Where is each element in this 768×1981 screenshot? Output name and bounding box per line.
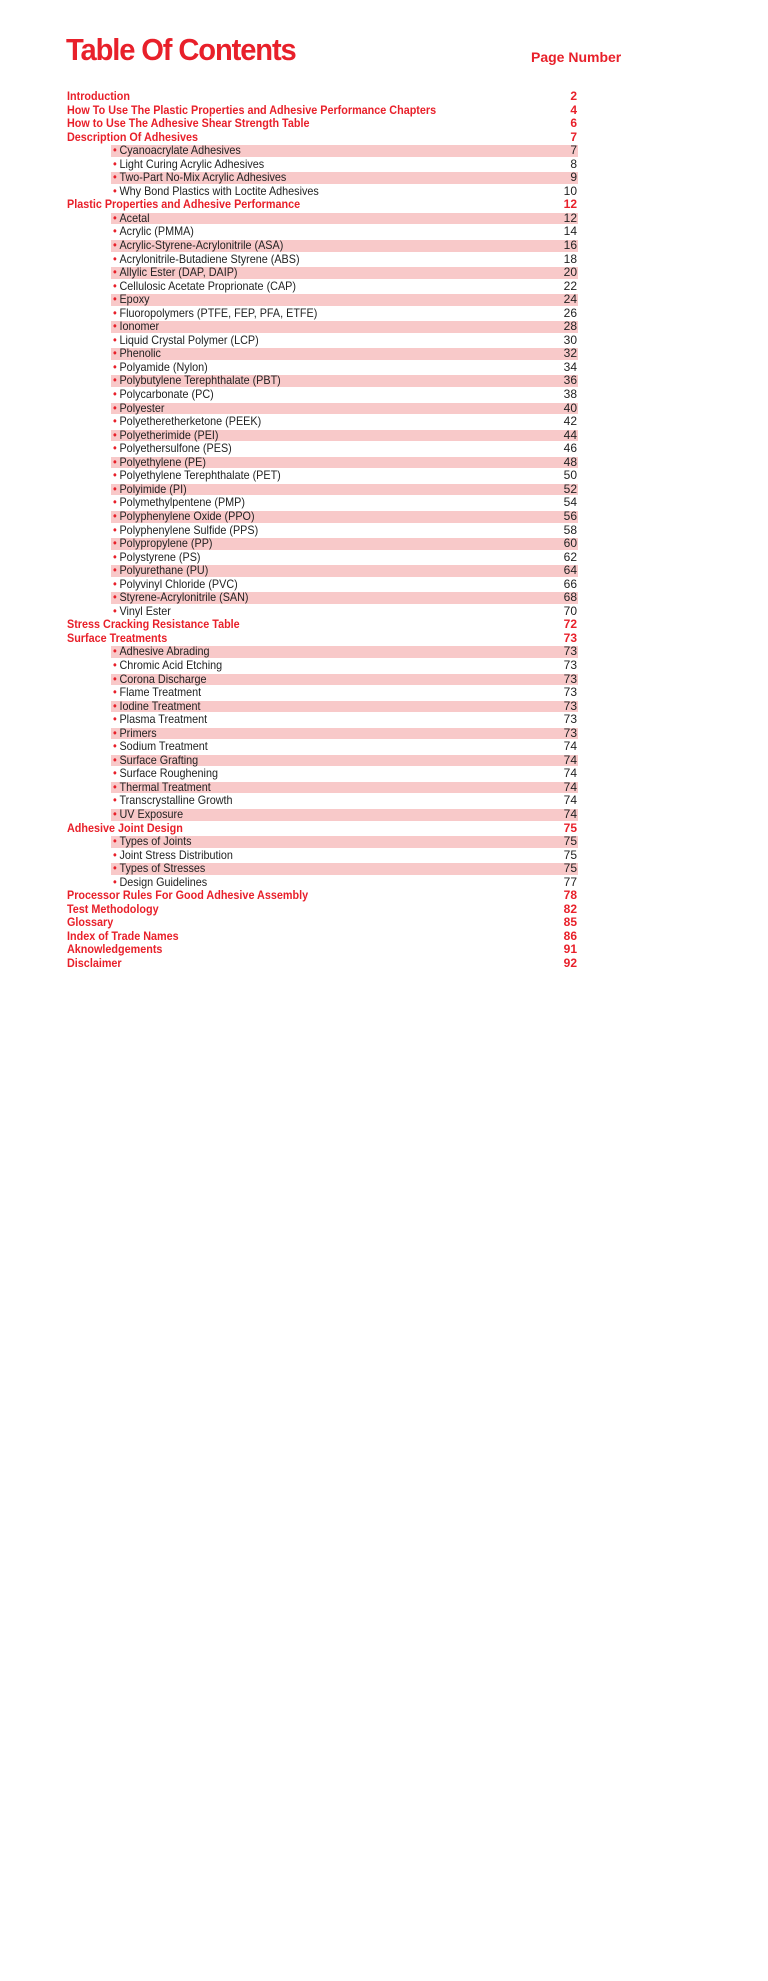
toc-section-entry[interactable]	[0, 943, 768, 957]
bullet-icon: •	[113, 387, 117, 402]
entry-title: Flame Treatment	[119, 685, 202, 700]
toc-subentry[interactable]	[0, 673, 768, 687]
entry-title: Styrene-Acrylonitrile (SAN)	[119, 590, 249, 605]
entry-page-number: 72	[563, 617, 577, 632]
entry-title: Polyamide (Nylon)	[119, 359, 208, 374]
entry-title: Adhesive Abrading	[119, 644, 210, 659]
toc-subentry[interactable]	[0, 334, 768, 348]
toc-subentry[interactable]	[0, 266, 768, 280]
entry-title: Polyetheretherketone (PEEK)	[119, 414, 262, 429]
entry-title: Polycarbonate (PC)	[119, 387, 214, 402]
toc-subentry[interactable]	[0, 659, 768, 673]
bullet-icon: •	[113, 603, 117, 618]
toc-subentry[interactable]	[0, 524, 768, 538]
toc-section-entry[interactable]	[0, 930, 768, 944]
bullet-icon: •	[113, 238, 117, 253]
toc-subentry[interactable]	[0, 767, 768, 781]
toc-subentry[interactable]	[0, 347, 768, 361]
entry-page-number: 85	[563, 915, 577, 930]
bullet-icon: •	[113, 427, 117, 442]
bullet-icon: •	[113, 861, 117, 876]
entry-page-number: 74	[563, 766, 577, 781]
entry-title: Disclaimer	[67, 956, 122, 970]
entry-title: Test Methodology	[67, 901, 159, 916]
entry-title: Polyethersulfone (PES)	[119, 441, 232, 456]
toc-section-entry[interactable]	[0, 90, 768, 104]
bullet-icon: •	[113, 685, 117, 700]
entry-page-number: 73	[563, 630, 577, 645]
entry-page-number: 54	[563, 495, 577, 510]
entry-title: Polypropylene (PP)	[119, 536, 213, 551]
toc-subentry[interactable]	[0, 456, 768, 470]
entry-title: Surface Treatments	[67, 630, 168, 645]
entry-page-number: 2	[570, 89, 577, 103]
bullet-icon: •	[113, 847, 117, 862]
entry-title: Thermal Treatment	[119, 779, 211, 794]
entry-page-number: 73	[563, 698, 577, 713]
toc-subentry[interactable]	[0, 794, 768, 808]
entry-page-number: 66	[563, 576, 577, 591]
entry-page-number: 28	[563, 319, 577, 334]
entry-page-number: 56	[563, 508, 577, 523]
entry-title: Index of Trade Names	[67, 928, 179, 943]
toc-subentry[interactable]	[0, 754, 768, 768]
entry-title: Light Curing Acrylic Adhesives	[119, 156, 265, 171]
entry-page-number: 58	[563, 522, 577, 537]
entry-page-number: 24	[563, 292, 577, 307]
toc-subentry[interactable]	[0, 591, 768, 605]
entry-title: Glossary	[67, 915, 114, 930]
toc-list	[0, 90, 768, 971]
entry-title: Acrylonitrile-Butadiene Styrene (ABS)	[119, 251, 300, 266]
entry-title: Acrylic-Styrene-Acrylonitrile (ASA)	[119, 238, 284, 253]
toc-subentry[interactable]	[0, 740, 768, 754]
entry-title: Polyethylene Terephthalate (PET)	[119, 468, 281, 483]
bullet-icon: •	[113, 332, 117, 347]
entry-page-number: 30	[563, 332, 577, 347]
bullet-icon: •	[113, 414, 117, 429]
entry-page-number: 4	[570, 102, 577, 117]
entry-page-number: 20	[563, 265, 577, 280]
toc-subentry[interactable]	[0, 564, 768, 578]
entry-title: Sodium Treatment	[119, 739, 208, 754]
bullet-icon: •	[113, 278, 117, 293]
page-title: Table Of Contents	[66, 32, 296, 67]
entry-page-number: 86	[563, 928, 577, 943]
entry-title: Fluoropolymers (PTFE, FEP, PFA, ETFE)	[119, 305, 318, 320]
entry-title: How To Use The Plastic Properties and Adhesive Performance Chapters	[67, 102, 437, 117]
bullet-icon: •	[113, 251, 117, 266]
toc-subentry[interactable]	[0, 388, 768, 402]
entry-page-number: 16	[563, 238, 577, 253]
entry-page-number: 74	[563, 806, 577, 821]
toc-section-entry[interactable]	[0, 131, 768, 145]
entry-page-number: 12	[563, 210, 577, 225]
bullet-icon: •	[113, 779, 117, 794]
toc-section-entry[interactable]	[0, 957, 768, 971]
bullet-icon: •	[113, 522, 117, 537]
bullet-icon: •	[113, 752, 117, 767]
entry-page-number: 73	[563, 657, 577, 672]
bullet-icon: •	[113, 712, 117, 727]
entry-title: Polyphenylene Oxide (PPO)	[119, 508, 255, 523]
entry-page-number: 82	[563, 901, 577, 916]
toc-subentry[interactable]	[0, 835, 768, 849]
bullet-icon: •	[113, 346, 117, 361]
entry-title: Polyester	[119, 400, 165, 415]
entry-title: Cyanoacrylate Adhesives	[119, 143, 241, 158]
entry-page-number: 75	[563, 834, 577, 849]
bullet-icon: •	[113, 183, 117, 198]
entry-title: Polyphenylene Sulfide (PPS)	[119, 522, 259, 537]
bullet-icon: •	[113, 671, 117, 686]
entry-page-number: 7	[570, 143, 577, 158]
entry-title: Why Bond Plastics with Loctite Adhesives	[119, 183, 319, 198]
entry-title: Polyetherimide (PEI)	[119, 427, 219, 442]
entry-page-number: 36	[563, 373, 577, 388]
entry-title: Aknowledgements	[67, 942, 163, 957]
bullet-icon: •	[113, 495, 117, 510]
toc-section-entry[interactable]	[0, 889, 768, 903]
entry-title: Allylic Ester (DAP, DAIP)	[119, 265, 238, 280]
bullet-icon: •	[113, 305, 117, 320]
toc-subentry[interactable]	[0, 293, 768, 307]
entry-page-number: 73	[563, 712, 577, 727]
entry-title: Polybutylene Terephthalate (PBT)	[119, 373, 281, 388]
entry-page-number: 50	[563, 468, 577, 483]
entry-page-number: 73	[563, 671, 577, 686]
bullet-icon: •	[113, 549, 117, 564]
toc-subentry[interactable]	[0, 686, 768, 700]
entry-title: Polyvinyl Chloride (PVC)	[119, 576, 238, 591]
entry-title: Polymethylpentene (PMP)	[119, 495, 245, 510]
toc-subentry[interactable]	[0, 510, 768, 524]
entry-title: Primers	[119, 725, 157, 740]
entry-title: Ionomer	[119, 319, 160, 334]
toc-subentry[interactable]	[0, 225, 768, 239]
entry-page-number: 34	[563, 359, 577, 374]
entry-title: Liquid Crystal Polymer (LCP)	[119, 332, 259, 347]
entry-page-number: 18	[563, 251, 577, 266]
toc-subentry[interactable]	[0, 280, 768, 294]
entry-page-number: 92	[563, 956, 577, 970]
toc-subentry[interactable]	[0, 158, 768, 172]
entry-page-number: 74	[563, 779, 577, 794]
toc-subentry[interactable]	[0, 537, 768, 551]
entry-title: Phenolic	[119, 346, 161, 361]
bullet-icon: •	[113, 874, 117, 889]
toc-subentry[interactable]	[0, 171, 768, 185]
entry-title: Acrylic (PMMA)	[119, 224, 194, 239]
bullet-icon: •	[113, 739, 117, 754]
bullet-icon: •	[113, 265, 117, 280]
entry-page-number: 64	[563, 563, 577, 578]
bullet-icon: •	[113, 725, 117, 740]
toc-section-entry[interactable]	[0, 198, 768, 212]
toc-subentry[interactable]	[0, 307, 768, 321]
page-number-column-header: Page Number	[531, 49, 622, 65]
bullet-icon: •	[113, 170, 117, 185]
entry-title: Polyimide (PI)	[119, 481, 187, 496]
toc-subentry[interactable]	[0, 727, 768, 741]
toc-subentry[interactable]	[0, 578, 768, 592]
toc-subentry[interactable]	[0, 415, 768, 429]
bullet-icon: •	[113, 156, 117, 171]
entry-title: Cellulosic Acetate Proprionate (CAP)	[119, 278, 296, 293]
toc-subentry[interactable]	[0, 700, 768, 714]
entry-title: Design Guidelines	[119, 874, 208, 889]
entry-page-number: 78	[563, 888, 577, 903]
entry-title: How to Use The Adhesive Shear Strength Table	[67, 116, 310, 131]
entry-title: Chromic Acid Etching	[119, 657, 223, 672]
entry-page-number: 91	[563, 942, 577, 957]
toc-subentry[interactable]	[0, 239, 768, 253]
entry-page-number: 40	[563, 400, 577, 415]
toc-section-entry[interactable]	[0, 618, 768, 632]
bullet-icon: •	[113, 806, 117, 821]
entry-title: Acetal	[119, 210, 150, 225]
toc-subentry[interactable]	[0, 374, 768, 388]
toc-subentry[interactable]	[0, 212, 768, 226]
bullet-icon: •	[113, 210, 117, 225]
entry-title: Corona Discharge	[119, 671, 207, 686]
entry-page-number: 38	[563, 387, 577, 402]
bullet-icon: •	[113, 319, 117, 334]
bullet-icon: •	[113, 292, 117, 307]
bullet-icon: •	[113, 468, 117, 483]
entry-page-number: 10	[563, 183, 577, 198]
entry-page-number: 75	[563, 861, 577, 876]
entry-title: Vinyl Ester	[119, 603, 171, 618]
entry-title: Types of Stresses	[119, 861, 206, 876]
bullet-icon: •	[113, 373, 117, 388]
entry-title: Processor Rules For Good Adhesive Assembly	[67, 888, 309, 903]
toc-section-entry[interactable]	[0, 117, 768, 131]
entry-page-number: 74	[563, 752, 577, 767]
entry-title: Adhesive Joint Design	[67, 820, 183, 835]
entry-page-number: 73	[563, 725, 577, 740]
entry-title: Stress Cracking Resistance Table	[67, 617, 240, 632]
toc-section-entry[interactable]	[0, 916, 768, 930]
toc-subentry[interactable]	[0, 645, 768, 659]
toc-subentry[interactable]	[0, 551, 768, 565]
toc-subentry[interactable]	[0, 402, 768, 416]
toc-subentry[interactable]	[0, 429, 768, 443]
entry-page-number: 6	[570, 116, 577, 131]
bullet-icon: •	[113, 400, 117, 415]
entry-page-number: 32	[563, 346, 577, 361]
entry-title: Description Of Adhesives	[67, 129, 199, 144]
toc-subentry[interactable]	[0, 469, 768, 483]
toc-subentry[interactable]	[0, 185, 768, 199]
entry-page-number: 44	[563, 427, 577, 442]
bullet-icon: •	[113, 766, 117, 781]
entry-page-number: 77	[563, 874, 577, 889]
entry-title: Surface Roughening	[119, 766, 218, 781]
toc-subentry[interactable]	[0, 483, 768, 497]
bullet-icon: •	[113, 536, 117, 551]
toc-subentry[interactable]	[0, 253, 768, 267]
entry-page-number: 14	[563, 224, 577, 239]
entry-page-number: 75	[563, 820, 577, 835]
entry-page-number: 42	[563, 414, 577, 429]
toc-subentry[interactable]	[0, 876, 768, 890]
entry-page-number: 8	[570, 156, 577, 171]
entry-title: Joint Stress Distribution	[119, 847, 233, 862]
entry-page-number: 68	[563, 590, 577, 605]
entry-title: Epoxy	[119, 292, 150, 307]
toc-subentry[interactable]	[0, 144, 768, 158]
entry-title: UV Exposure	[119, 806, 184, 821]
bullet-icon: •	[113, 359, 117, 374]
entry-title: Iodine Treatment	[119, 698, 201, 713]
entry-page-number: 22	[563, 278, 577, 293]
entry-page-number: 52	[563, 481, 577, 496]
entry-title: Polyurethane (PU)	[119, 563, 209, 578]
bullet-icon: •	[113, 657, 117, 672]
bullet-icon: •	[113, 481, 117, 496]
entry-title: Polystyrene (PS)	[119, 549, 201, 564]
toc-subentry[interactable]	[0, 713, 768, 727]
entry-title: Types of Joints	[119, 834, 192, 849]
bullet-icon: •	[113, 224, 117, 239]
bullet-icon: •	[113, 508, 117, 523]
entry-title: Two-Part No-Mix Acrylic Adhesives	[119, 170, 287, 185]
entry-page-number: 73	[563, 644, 577, 659]
bullet-icon: •	[113, 590, 117, 605]
entry-page-number: 7	[570, 129, 577, 144]
toc-section-entry[interactable]	[0, 104, 768, 118]
toc-subentry[interactable]	[0, 781, 768, 795]
entry-title: Introduction	[67, 89, 130, 103]
toc-subentry[interactable]	[0, 862, 768, 876]
bullet-icon: •	[113, 576, 117, 591]
toc-subentry[interactable]	[0, 496, 768, 510]
toc-section-entry[interactable]	[0, 822, 768, 836]
toc-subentry[interactable]	[0, 808, 768, 822]
entry-page-number: 9	[570, 170, 577, 185]
toc-section-entry[interactable]	[0, 632, 768, 646]
entry-title: Plastic Properties and Adhesive Performance	[67, 197, 301, 212]
entry-title: Polyethylene (PE)	[119, 454, 206, 469]
entry-page-number: 60	[563, 536, 577, 551]
entry-page-number: 74	[563, 793, 577, 808]
bullet-icon: •	[113, 441, 117, 456]
entry-title: Plasma Treatment	[119, 712, 208, 727]
bullet-icon: •	[113, 563, 117, 578]
entry-page-number: 46	[563, 441, 577, 456]
bullet-icon: •	[113, 454, 117, 469]
toc-subentry[interactable]	[0, 361, 768, 375]
entry-page-number: 73	[563, 685, 577, 700]
entry-page-number: 48	[563, 454, 577, 469]
entry-page-number: 70	[563, 603, 577, 618]
entry-page-number: 62	[563, 549, 577, 564]
bullet-icon: •	[113, 834, 117, 849]
bullet-icon: •	[113, 793, 117, 808]
toc-subentry[interactable]	[0, 442, 768, 456]
entry-page-number: 12	[563, 197, 577, 212]
entry-title: Surface Grafting	[119, 752, 199, 767]
entry-title: Transcrystalline Growth	[119, 793, 233, 808]
entry-page-number: 26	[563, 305, 577, 320]
bullet-icon: •	[113, 644, 117, 659]
entry-page-number: 74	[563, 739, 577, 754]
toc-subentry[interactable]	[0, 320, 768, 334]
toc-subentry[interactable]	[0, 849, 768, 863]
bullet-icon: •	[113, 143, 117, 158]
bullet-icon: •	[113, 698, 117, 713]
toc-section-entry[interactable]	[0, 903, 768, 917]
toc-subentry[interactable]	[0, 605, 768, 619]
entry-page-number: 75	[563, 847, 577, 862]
